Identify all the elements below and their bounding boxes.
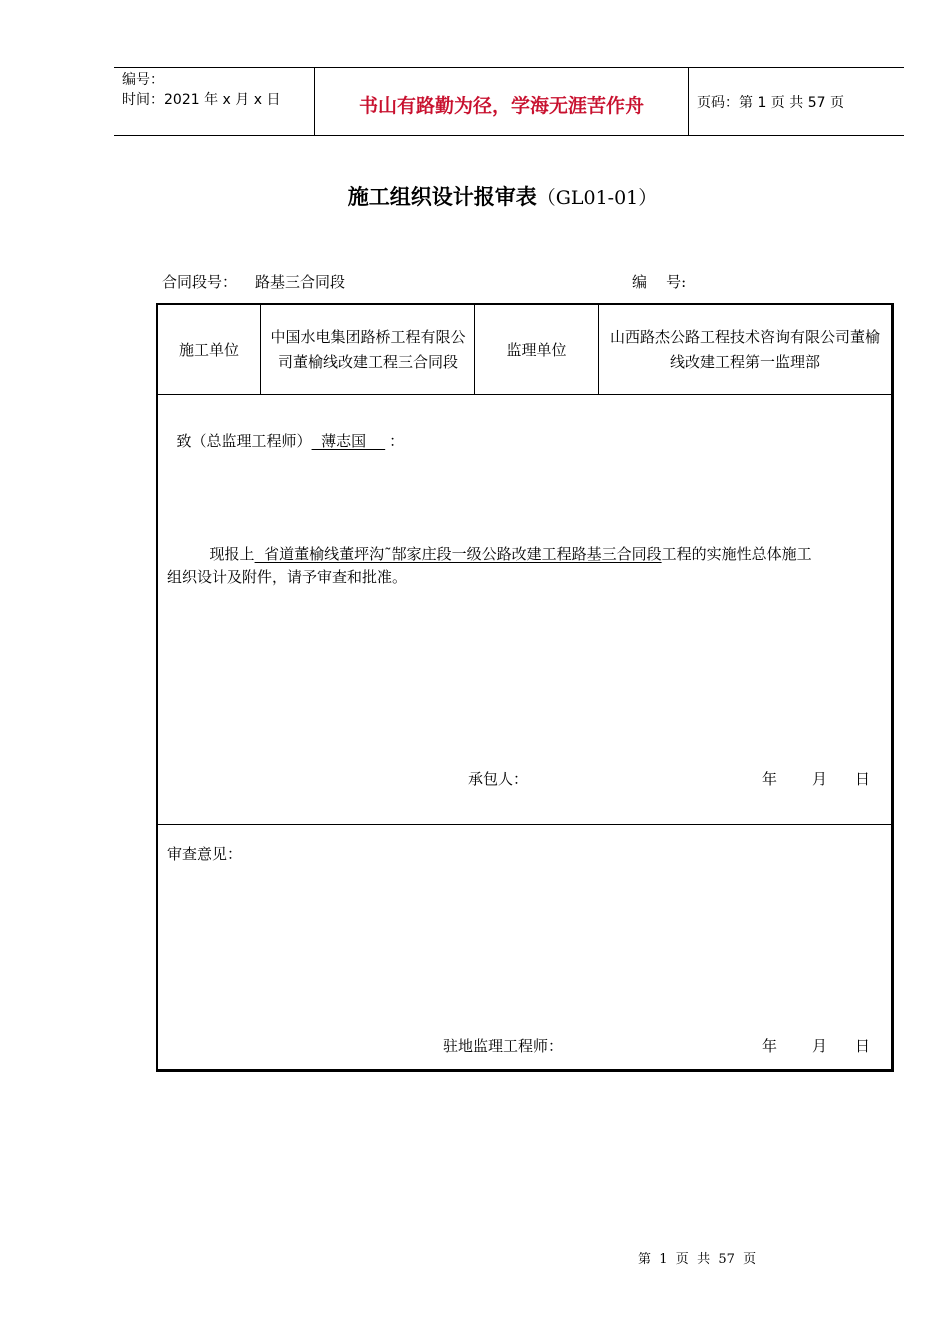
engineer-date-year: 年	[762, 1037, 778, 1055]
report-project: 省道董榆线董坪沟˜郜家庄段一级公路改建工程路基三合同段	[254, 545, 662, 563]
contractor-label: 承包人：	[468, 770, 529, 788]
supervision-unit-label: 监理单位	[506, 341, 567, 359]
page-title-code: （GL01-01）	[536, 187, 658, 209]
row1-bottom-border	[158, 394, 891, 395]
construction-unit-label: 施工单位	[178, 341, 239, 359]
footer-page-number: 第 1 页 共 57 页	[638, 1252, 757, 1267]
contractor-date-year: 年	[762, 770, 778, 788]
header-page-info: 页码：第 1 页 共 57 页	[697, 95, 844, 111]
addressee-suffix: ：	[389, 432, 405, 450]
engineer-date-day: 日	[855, 1037, 871, 1055]
report-line-2: 组织设计及附件，请予审查和批准。	[167, 568, 408, 586]
header-top-border	[114, 67, 904, 68]
contractor-date-month: 月	[812, 770, 828, 788]
addressee-prefix: 致（总监理工程师）	[176, 432, 312, 450]
contractor-date-day: 日	[855, 770, 871, 788]
report-suffix: 工程的实施性总体施工	[661, 545, 812, 563]
review-label: 审查意见：	[167, 845, 243, 863]
col-divider-1	[260, 305, 261, 394]
report-prefix: 现报上	[209, 545, 255, 563]
page-title-main: 施工组织设计报审表	[347, 184, 537, 209]
supervision-unit-value: 山西路杰公路工程技术咨询有限公司董榆线改建工程第一监理部	[609, 327, 880, 371]
number-label: 编 号:	[632, 273, 687, 291]
row2-bottom-border	[158, 824, 891, 825]
addressee-name: 薄志国	[311, 432, 386, 450]
header-motto: 书山有路勤为径，学海无涯苦作舟	[358, 95, 644, 117]
engineer-date-month: 月	[812, 1037, 828, 1055]
header-divider-right	[688, 67, 689, 136]
addressee-line	[167, 412, 404, 451]
contract-label: 合同段号：	[162, 273, 238, 291]
engineer-label: 驻地监理工程师：	[443, 1037, 564, 1055]
header-number-label: 编号：	[122, 72, 164, 88]
construction-unit-value: 中国水电集团路桥工程有限公司董榆线改建工程三合同段	[270, 327, 466, 371]
page-title	[0, 181, 950, 211]
report-line-1	[200, 525, 812, 564]
contract-value: 路基三合同段	[255, 273, 346, 291]
header-time: 时间：2021 年 x 月 x 日	[122, 92, 281, 108]
col-divider-3	[598, 305, 599, 394]
header-bottom-border	[114, 135, 904, 136]
